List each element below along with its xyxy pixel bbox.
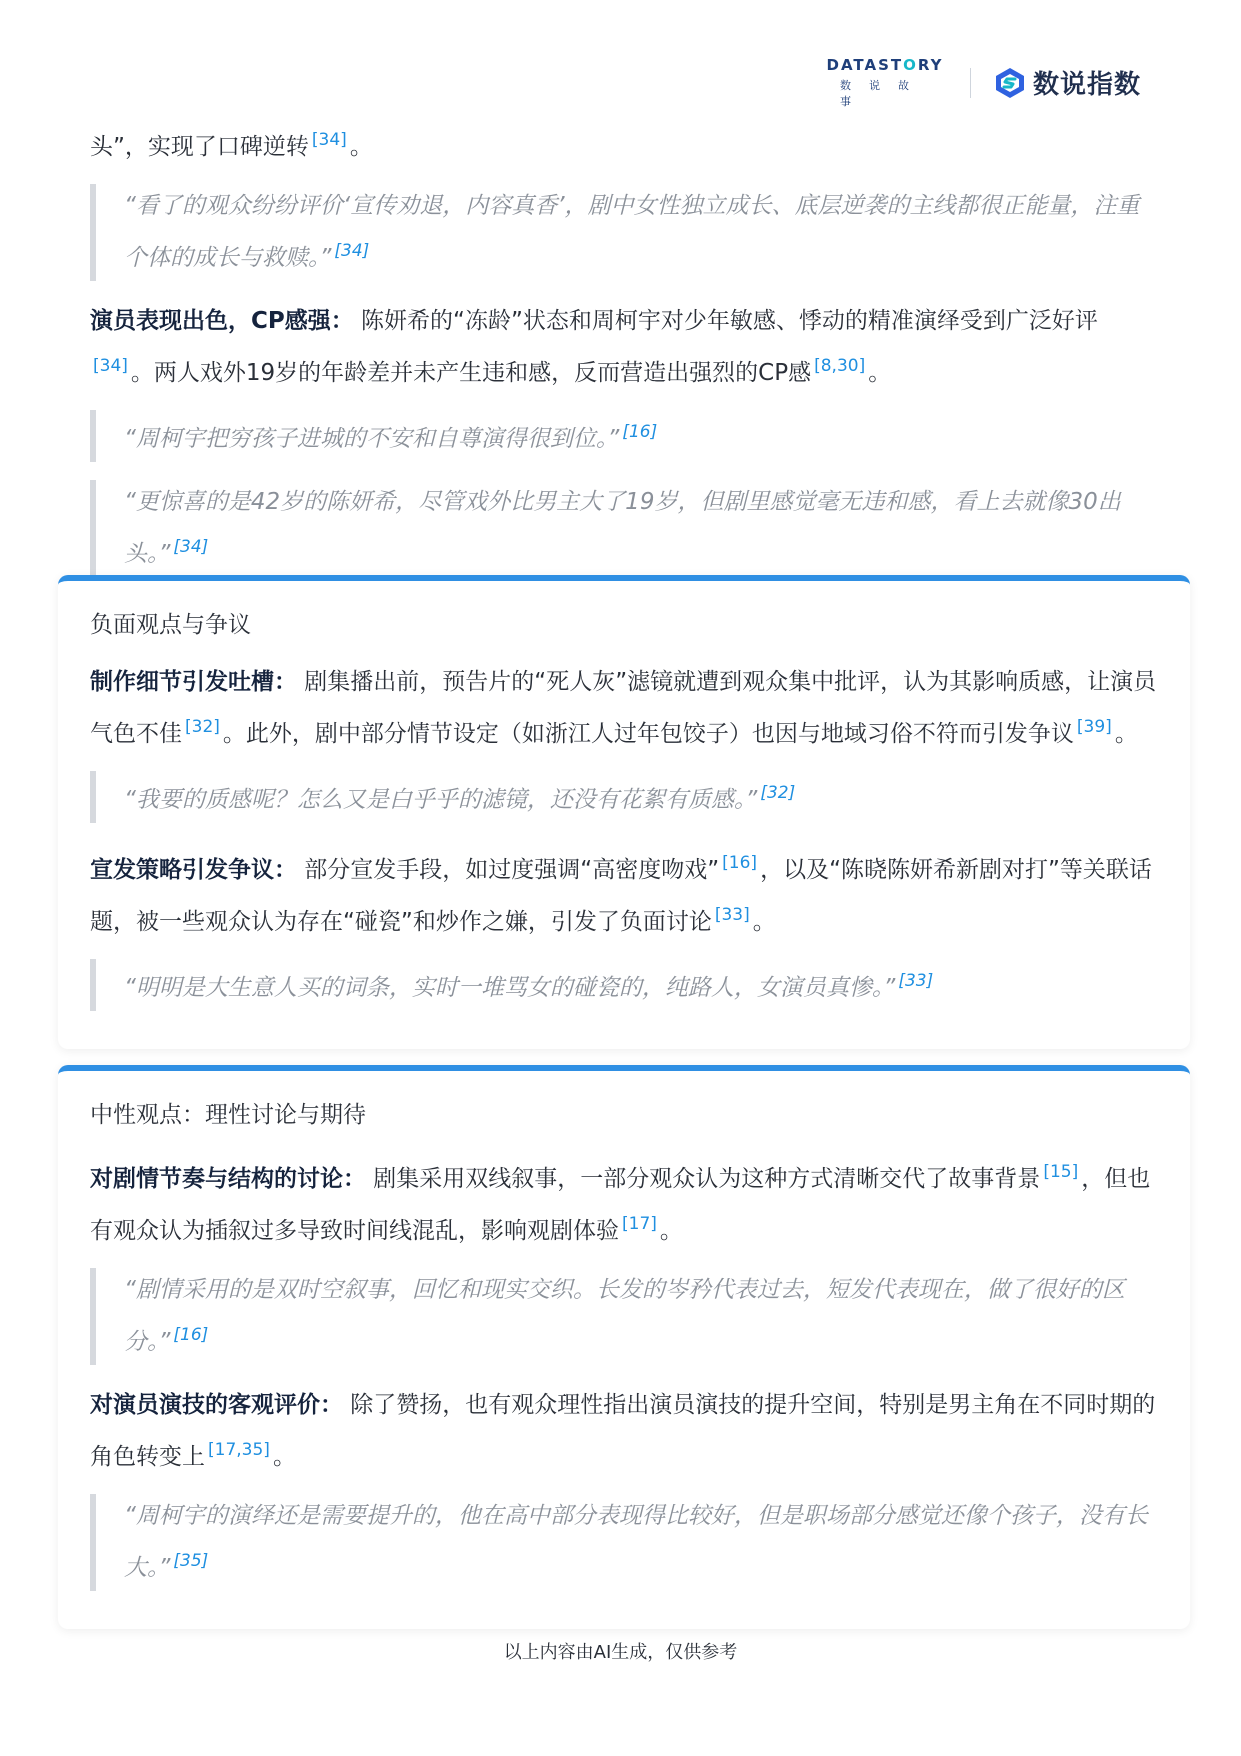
citation-link[interactable]: [17,35] xyxy=(208,1440,270,1460)
citation-link[interactable]: [34] xyxy=(334,241,370,261)
intro-paragraph: 头”，实现了口碑逆转 [34] 。 xyxy=(90,130,373,160)
brand-divider xyxy=(970,68,971,98)
citation-link[interactable]: [16] xyxy=(622,422,658,442)
paragraph-heading: 对演员演技的客观评价： xyxy=(90,1392,343,1418)
acting-paragraph: 演员表现出色，CP感强： 陈妍希的“冻龄”状态和周柯宇对少年敏感、悸动的精准演绎受到广泛好评[34] 。两人戏外19岁的年龄差并未产生违和感，反而营造出强烈的CP感 [8,30] 。 xyxy=(90,308,1098,386)
blockquote: “看了的观众纷纷评价‘宣传劝退，内容真香’，剧中女性独立成长、底层逆袭的主线都很正能量，注重个体的成长与救赎。” [34] xyxy=(90,184,1156,281)
shushuo-index-logo: 数说指数 xyxy=(993,64,1141,101)
blockquote: “我要的质感呢？怎么又是白乎乎的滤镜，还没有花絮有质感。” [32] xyxy=(90,771,1158,823)
acting-evaluation-paragraph: 对演员演技的客观评价： 除了赞扬，也有观众理性指出演员演技的提升空间，特别是男主角在不同时期的角色转变上 [17,35] 。 xyxy=(90,1392,1156,1470)
citation-link[interactable]: [17] xyxy=(622,1214,657,1234)
brand-bar xyxy=(822,56,1141,109)
paragraph-heading: 宣发策略引发争议： xyxy=(90,857,297,883)
blockquote: “更惊喜的是42岁的陈妍希，尽管戏外比男主大了19岁，但剧里感觉毫无违和感，看上去就像30出头。” [34] xyxy=(90,480,1156,577)
citation-link[interactable]: [34] xyxy=(173,537,209,557)
production-paragraph: 制作细节引发吐槽： 剧集播出前，预告片的“死人灰”滤镜就遭到观众集中批评，认为其影响质感，让演员气色不佳 [32] 。此外，剧中部分情节设定（如浙江人过年包饺子）也因与地域习俗不符而引发争议 [39] 。 xyxy=(90,669,1157,747)
citation-link[interactable]: [8,30] xyxy=(814,356,866,376)
paragraph-heading: 演员表现出色，CP感强： xyxy=(90,308,354,334)
top-section xyxy=(90,118,1156,595)
citation-link[interactable]: [34] xyxy=(93,356,128,376)
section-title: 中性观点：理性讨论与期待 xyxy=(90,1102,366,1128)
blockquote: “剧情采用的是双时空叙事，回忆和现实交织。长发的岑矜代表过去，短发代表现在，做了很好的区分。” [16] xyxy=(90,1268,1158,1365)
citation-link[interactable]: [34] xyxy=(311,130,347,150)
paragraph-heading: 制作细节引发吐槽： xyxy=(90,669,297,695)
section-title: 负面观点与争议 xyxy=(90,612,251,638)
citation-link[interactable]: [16] xyxy=(173,1325,209,1345)
shushuo-logo-icon xyxy=(993,66,1027,100)
plot-structure-paragraph: 对剧情节奏与结构的讨论： 剧集采用双线叙事，一部分观众认为这种方式清晰交代了故事背景 [15] ，但也有观众认为插叙过多导致时间线混乱，影响观剧体验 [17] 。 xyxy=(90,1162,1151,1244)
marketing-paragraph: 宣发策略引发争议： 部分宣发手段，如过度强调“高密度吻戏” [16] ，以及“陈晓陈妍希新剧对打”等关联话题，被一些观众认为存在“碰瓷”和炒作之嫌，引发了负面讨论 [33] 。 xyxy=(90,853,1152,935)
citation-link[interactable]: [32] xyxy=(185,717,220,737)
paragraph-heading: 对剧情节奏与结构的讨论： xyxy=(90,1166,366,1192)
citation-link[interactable]: [16] xyxy=(722,853,758,873)
citation-link[interactable]: [33] xyxy=(714,905,750,925)
citation-link[interactable]: [35] xyxy=(173,1551,209,1571)
blockquote: “周柯宇把穷孩子进城的不安和自尊演得很到位。” [16] xyxy=(90,410,1156,462)
citation-link[interactable]: [39] xyxy=(1076,717,1112,737)
citation-link[interactable]: [32] xyxy=(760,783,796,803)
neutral-opinions-card xyxy=(58,1065,1190,1629)
ai-disclaimer: 以上内容由AI生成，仅供参考 xyxy=(503,1642,738,1663)
negative-opinions-card xyxy=(58,575,1190,1049)
blockquote: “明明是大生意人买的词条，实时一堆骂女的碰瓷的，纯路人，女演员真惨。” [33] xyxy=(90,959,1158,1011)
citation-link[interactable]: [15] xyxy=(1043,1162,1079,1182)
blockquote: “周柯宇的演绎还是需要提升的，他在高中部分表现得比较好，但是职场部分感觉还像个孩子，没有长大。” [35] xyxy=(90,1494,1158,1591)
citation-link[interactable]: [33] xyxy=(898,971,934,991)
datastory-logo: DATASTORY 数说故事 xyxy=(826,56,944,108)
